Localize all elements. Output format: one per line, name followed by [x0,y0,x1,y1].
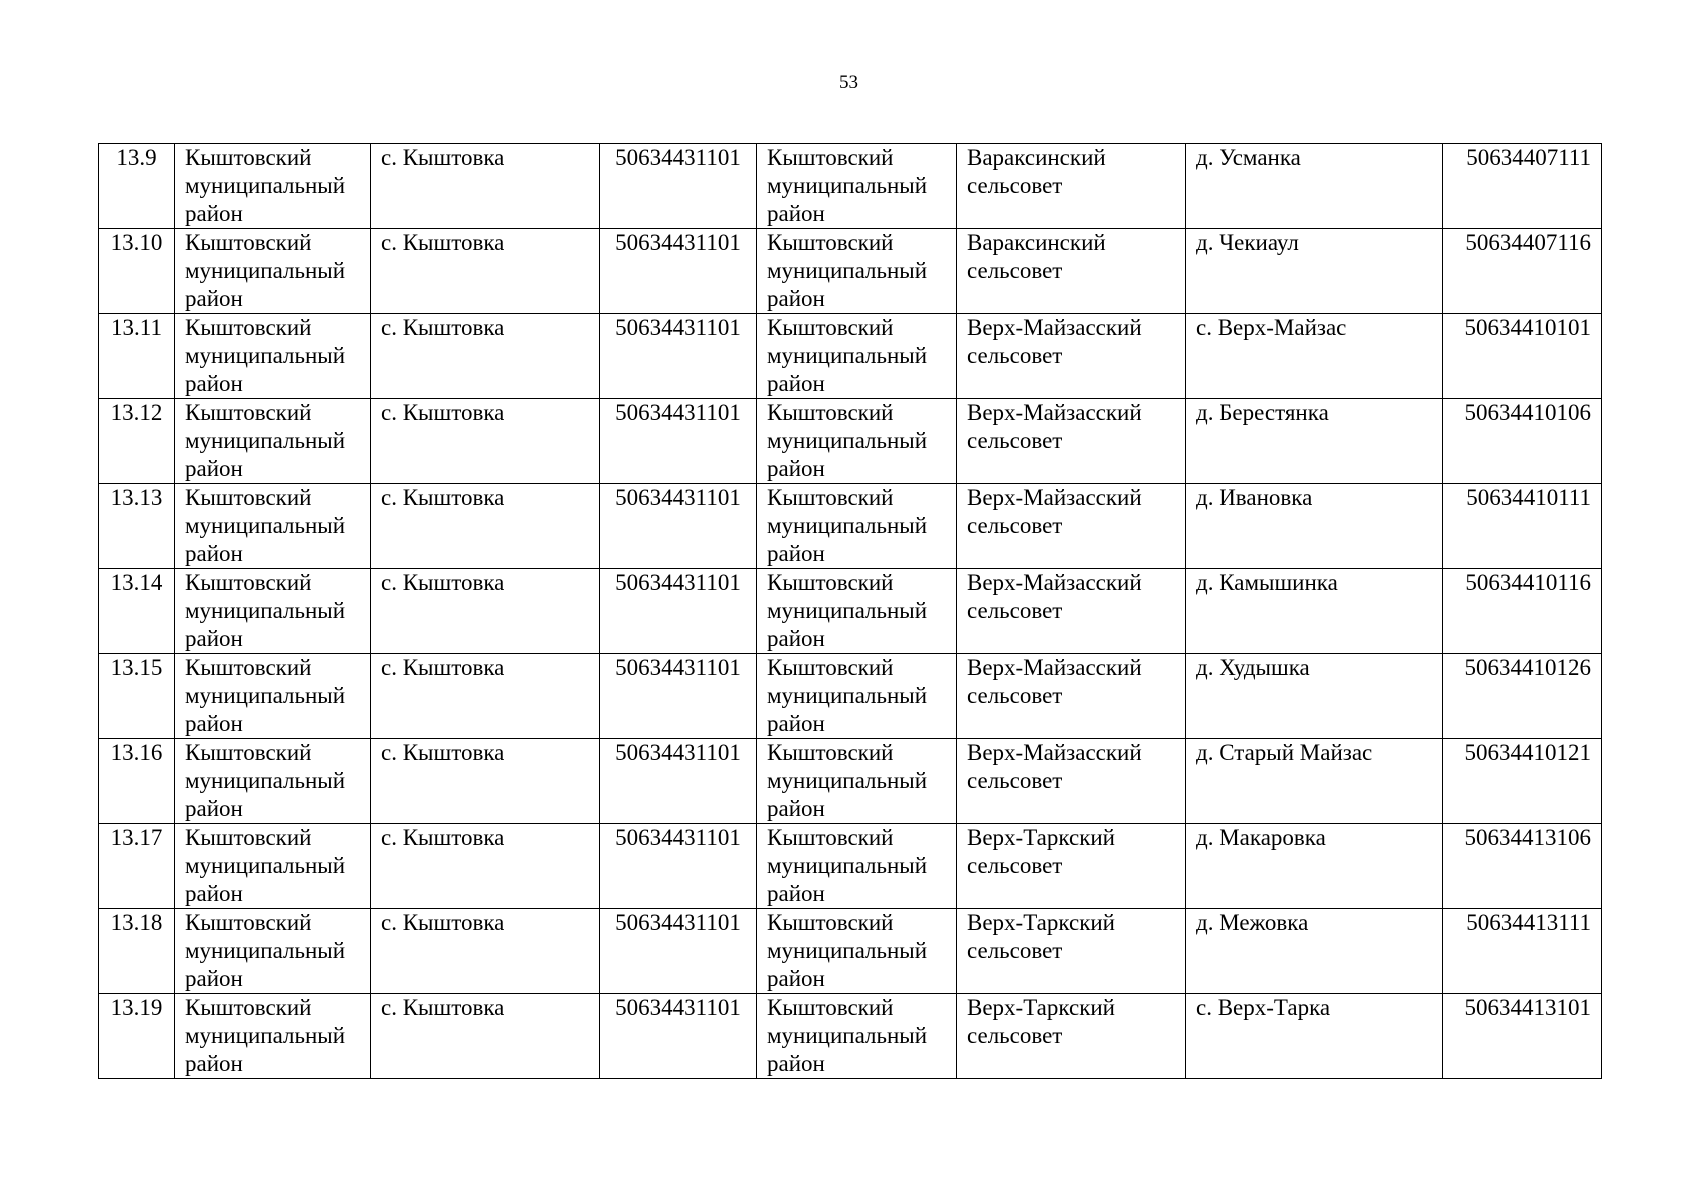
center-cell: с. Кыштовка [371,909,600,994]
settlement-code-cell: 50634410101 [1443,314,1602,399]
district-cell: Кыштовский муниципальный район [175,144,371,229]
center-cell: с. Кыштовка [371,569,600,654]
settlement-cell: д. Камышинка [1186,569,1443,654]
council-cell: Вараксинский сельсовет [957,144,1186,229]
center-cell: с. Кыштовка [371,739,600,824]
page-number: 53 [839,72,858,93]
settlement-cell: д. Старый Майзас [1186,739,1443,824]
center-cell: с. Кыштовка [371,229,600,314]
table-row [99,144,1602,229]
settlement-code-cell: 50634410106 [1443,399,1602,484]
district2-cell: Кыштовский муниципальный район [757,654,957,739]
settlement-code-cell: 50634410111 [1443,484,1602,569]
district-cell: Кыштовский муниципальный район [175,994,371,1079]
table-row [99,739,1602,824]
center-code-cell: 50634431101 [600,824,757,909]
table-body [99,144,1602,1079]
settlement-cell: д. Макаровка [1186,824,1443,909]
council-cell: Верх-Майзасский сельсовет [957,739,1186,824]
district2-cell: Кыштовский муниципальный район [757,994,957,1079]
district2-cell: Кыштовский муниципальный район [757,824,957,909]
settlement-code-cell: 50634410126 [1443,654,1602,739]
row-number-cell: 13.13 [99,484,175,569]
center-code-cell: 50634431101 [600,314,757,399]
council-cell: Верх-Майзасский сельсовет [957,654,1186,739]
settlement-cell: д. Межовка [1186,909,1443,994]
table-row [99,824,1602,909]
settlement-cell: д. Усманка [1186,144,1443,229]
settlement-cell: д. Ивановка [1186,484,1443,569]
center-code-cell: 50634431101 [600,909,757,994]
district-cell: Кыштовский муниципальный район [175,399,371,484]
council-cell: Верх-Таркский сельсовет [957,909,1186,994]
table-row [99,314,1602,399]
table-row [99,229,1602,314]
row-number-cell: 13.10 [99,229,175,314]
center-cell: с. Кыштовка [371,144,600,229]
center-code-cell: 50634431101 [600,399,757,484]
center-code-cell: 50634431101 [600,229,757,314]
settlements-table [98,143,1602,1079]
council-cell: Вараксинский сельсовет [957,229,1186,314]
row-number-cell: 13.16 [99,739,175,824]
row-number-cell: 13.9 [99,144,175,229]
center-code-cell: 50634431101 [600,484,757,569]
district2-cell: Кыштовский муниципальный район [757,909,957,994]
center-cell: с. Кыштовка [371,654,600,739]
center-cell: с. Кыштовка [371,314,600,399]
district2-cell: Кыштовский муниципальный район [757,484,957,569]
district-cell: Кыштовский муниципальный район [175,909,371,994]
council-cell: Верх-Таркский сельсовет [957,994,1186,1079]
district-cell: Кыштовский муниципальный район [175,484,371,569]
settlement-cell: д. Чекиаул [1186,229,1443,314]
row-number-cell: 13.19 [99,994,175,1079]
settlement-cell: д. Берестянка [1186,399,1443,484]
center-cell: с. Кыштовка [371,399,600,484]
settlement-code-cell: 50634407116 [1443,229,1602,314]
settlement-cell: д. Худышка [1186,654,1443,739]
district-cell: Кыштовский муниципальный район [175,739,371,824]
settlement-code-cell: 50634413106 [1443,824,1602,909]
district-cell: Кыштовский муниципальный район [175,229,371,314]
center-code-cell: 50634431101 [600,739,757,824]
district2-cell: Кыштовский муниципальный район [757,399,957,484]
table-row [99,484,1602,569]
district-cell: Кыштовский муниципальный район [175,569,371,654]
council-cell: Верх-Майзасский сельсовет [957,569,1186,654]
table-row [99,909,1602,994]
center-cell: с. Кыштовка [371,994,600,1079]
settlement-code-cell: 50634410121 [1443,739,1602,824]
row-number-cell: 13.15 [99,654,175,739]
center-cell: с. Кыштовка [371,484,600,569]
row-number-cell: 13.14 [99,569,175,654]
council-cell: Верх-Майзасский сельсовет [957,399,1186,484]
district2-cell: Кыштовский муниципальный район [757,569,957,654]
district-cell: Кыштовский муниципальный район [175,654,371,739]
center-code-cell: 50634431101 [600,144,757,229]
settlement-code-cell: 50634413111 [1443,909,1602,994]
settlement-code-cell: 50634407111 [1443,144,1602,229]
row-number-cell: 13.12 [99,399,175,484]
row-number-cell: 13.11 [99,314,175,399]
center-code-cell: 50634431101 [600,994,757,1079]
center-code-cell: 50634431101 [600,569,757,654]
district-cell: Кыштовский муниципальный район [175,824,371,909]
council-cell: Верх-Майзасский сельсовет [957,314,1186,399]
council-cell: Верх-Майзасский сельсовет [957,484,1186,569]
row-number-cell: 13.17 [99,824,175,909]
table-row [99,654,1602,739]
district-cell: Кыштовский муниципальный район [175,314,371,399]
table-row [99,399,1602,484]
district2-cell: Кыштовский муниципальный район [757,739,957,824]
settlement-code-cell: 50634410116 [1443,569,1602,654]
settlement-code-cell: 50634413101 [1443,994,1602,1079]
district2-cell: Кыштовский муниципальный район [757,144,957,229]
center-code-cell: 50634431101 [600,654,757,739]
table-row [99,569,1602,654]
district2-cell: Кыштовский муниципальный район [757,314,957,399]
table-row [99,994,1602,1079]
row-number-cell: 13.18 [99,909,175,994]
settlement-cell: с. Верх-Тарка [1186,994,1443,1079]
council-cell: Верх-Таркский сельсовет [957,824,1186,909]
district2-cell: Кыштовский муниципальный район [757,229,957,314]
center-cell: с. Кыштовка [371,824,600,909]
settlement-cell: с. Верх-Майзас [1186,314,1443,399]
